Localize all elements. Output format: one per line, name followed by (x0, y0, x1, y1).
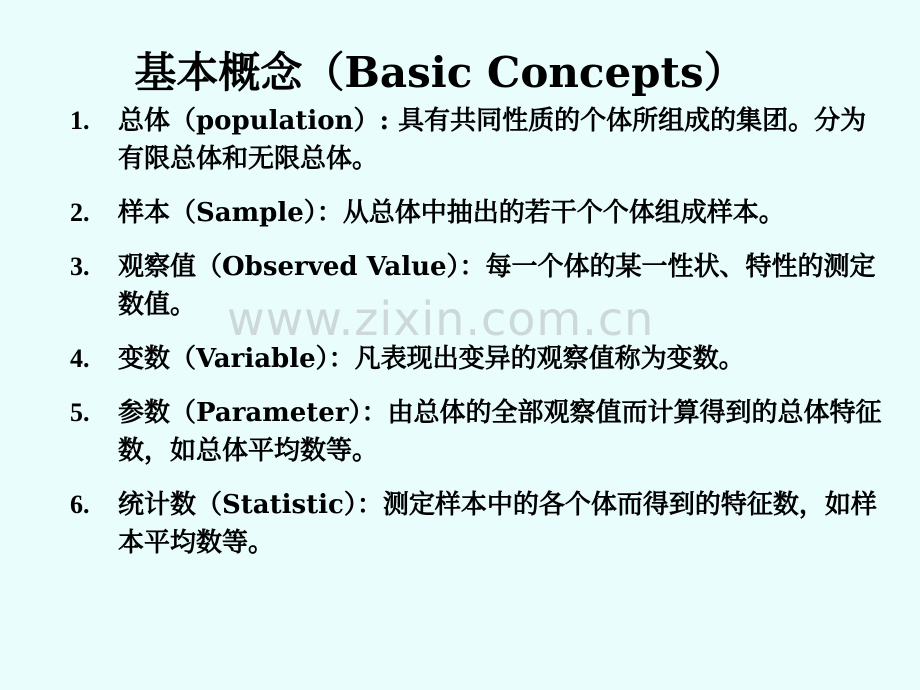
item-number: 6. (70, 490, 90, 519)
item-number: 5. (70, 398, 90, 427)
list-item (70, 486, 890, 562)
item-text: 统计数（Statistic）：测定样本中的各个体而得到的特征数，如样本平均数等。 (118, 490, 877, 558)
item-text: 观察值（Observed Value）：每一个体的某一性状、特性的测定数值。 (118, 252, 876, 320)
watermark: www.zixin.com.cn (227, 292, 655, 346)
item-text: 总体（population）: 具有共同性质的个体所组成的集团。分为有限总体和无限总体。 (118, 106, 867, 174)
item-number: 3. (70, 252, 90, 281)
list-item (70, 194, 890, 232)
item-text: 参数（Parameter）：由总体的全部观察值而计算得到的总体特征数，如总体平均数等。 (118, 398, 882, 466)
list-item (70, 340, 890, 378)
item-text: 样本（Sample）：从总体中抽出的若干个个体组成样本。 (118, 198, 785, 228)
list-item (70, 394, 890, 470)
list-item (70, 102, 890, 178)
item-text: 变数（Variable）：凡表现出变异的观察值称为变数。 (118, 344, 745, 374)
slide-title: 基本概念（Basic Concepts） (134, 48, 746, 97)
list-item (70, 248, 890, 324)
concept-list (70, 102, 890, 578)
item-number: 4. (70, 344, 90, 373)
item-number: 2. (70, 198, 90, 227)
item-number: 1. (70, 106, 90, 135)
